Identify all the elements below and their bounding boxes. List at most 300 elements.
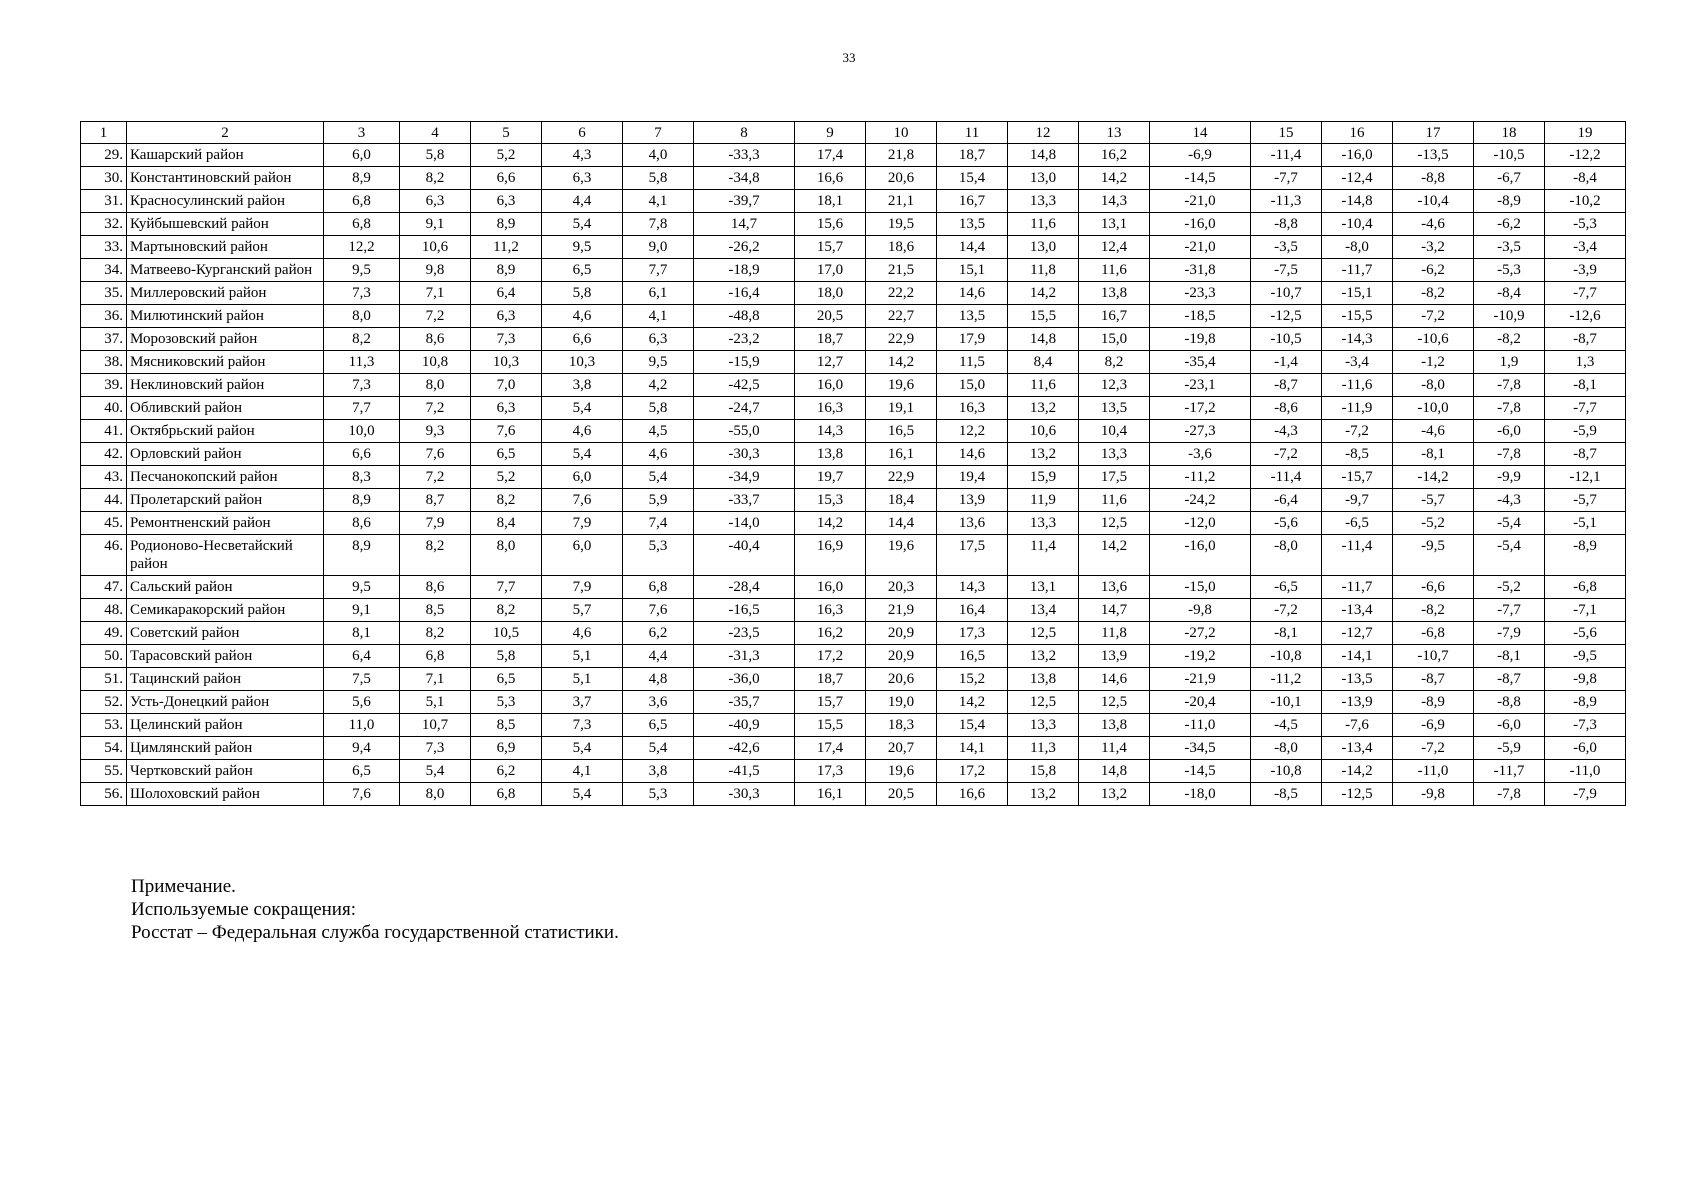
value-cell: -7,3 [1545,714,1626,737]
value-cell: 15,2 [937,668,1008,691]
value-cell: 10,7 [400,714,471,737]
value-cell: -14,3 [1322,328,1393,351]
value-cell: 9,5 [542,236,623,259]
value-cell: -8,5 [1251,783,1322,806]
value-cell: -3,9 [1545,259,1626,282]
value-cell: 13,1 [1079,213,1150,236]
value-cell: -6,0 [1474,420,1545,443]
value-cell: 14,2 [866,351,937,374]
value-cell: 7,3 [471,328,542,351]
value-cell: 5,6 [324,691,400,714]
value-cell: 7,7 [324,397,400,420]
value-cell: 9,4 [324,737,400,760]
value-cell: -30,3 [694,443,795,466]
value-cell: -5,9 [1474,737,1545,760]
value-cell: 17,3 [937,622,1008,645]
value-cell: 9,0 [623,236,694,259]
value-cell: -8,4 [1474,282,1545,305]
value-cell: 13,9 [937,489,1008,512]
value-cell: -11,4 [1251,466,1322,489]
value-cell: 8,5 [400,599,471,622]
value-cell: -9,8 [1150,599,1251,622]
table-row [81,443,1626,466]
value-cell: -4,6 [1393,420,1474,443]
value-cell: 7,7 [623,259,694,282]
value-cell: -24,2 [1150,489,1251,512]
district-name: Усть-Донецкий район [127,691,324,714]
value-cell: 12,4 [1079,236,1150,259]
value-cell: 7,5 [324,668,400,691]
column-header: 18 [1474,122,1545,144]
value-cell: 11,2 [471,236,542,259]
value-cell: 16,7 [937,190,1008,213]
value-cell: -7,2 [1322,420,1393,443]
row-number: 54. [81,737,127,760]
value-cell: 14,3 [1079,190,1150,213]
district-name: Тацинский район [127,668,324,691]
table-row [81,236,1626,259]
value-cell: -8,9 [1545,691,1626,714]
value-cell: -34,9 [694,466,795,489]
value-cell: -34,5 [1150,737,1251,760]
value-cell: -5,7 [1545,489,1626,512]
row-number: 36. [81,305,127,328]
value-cell: 20,3 [866,576,937,599]
value-cell: -16,4 [694,282,795,305]
column-header: 14 [1150,122,1251,144]
value-cell: 9,5 [623,351,694,374]
value-cell: 20,9 [866,645,937,668]
value-cell: 11,6 [1079,489,1150,512]
value-cell: 13,3 [1079,443,1150,466]
value-cell: 12,2 [324,236,400,259]
value-cell: -8,2 [1393,599,1474,622]
value-cell: -14,2 [1322,760,1393,783]
value-cell: 13,5 [937,213,1008,236]
column-header: 15 [1251,122,1322,144]
value-cell: 5,4 [542,443,623,466]
column-header: 3 [324,122,400,144]
value-cell: -15,7 [1322,466,1393,489]
value-cell: 17,4 [795,144,866,167]
value-cell: 6,3 [471,305,542,328]
district-name: Чертковский район [127,760,324,783]
value-cell: 6,6 [471,167,542,190]
value-cell: 4,1 [623,305,694,328]
value-cell: 8,9 [324,167,400,190]
column-header: 2 [127,122,324,144]
value-cell: 16,9 [795,535,866,576]
row-number: 34. [81,259,127,282]
value-cell: 4,0 [623,144,694,167]
value-cell: -3,2 [1393,236,1474,259]
table-row [81,512,1626,535]
value-cell: 13,3 [1008,714,1079,737]
value-cell: 22,9 [866,328,937,351]
value-cell: -10,5 [1474,144,1545,167]
value-cell: 16,5 [866,420,937,443]
table-row [81,760,1626,783]
value-cell: 13,3 [1008,512,1079,535]
row-number: 46. [81,535,127,576]
row-number: 32. [81,213,127,236]
table-row [81,397,1626,420]
value-cell: 6,4 [324,645,400,668]
row-number: 51. [81,668,127,691]
value-cell: 8,2 [400,167,471,190]
value-cell: -55,0 [694,420,795,443]
value-cell: 5,7 [542,599,623,622]
value-cell: 5,1 [400,691,471,714]
value-cell: -16,0 [1150,535,1251,576]
row-number: 43. [81,466,127,489]
value-cell: 13,2 [1008,645,1079,668]
value-cell: 5,4 [542,737,623,760]
value-cell: -6,9 [1393,714,1474,737]
value-cell: 6,5 [324,760,400,783]
value-cell: 13,3 [1008,190,1079,213]
district-name: Песчанокопский район [127,466,324,489]
value-cell: 6,5 [542,259,623,282]
value-cell: -14,5 [1150,760,1251,783]
value-cell: -20,4 [1150,691,1251,714]
value-cell: -7,2 [1393,305,1474,328]
value-cell: 18,7 [937,144,1008,167]
value-cell: 6,8 [400,645,471,668]
value-cell: -40,4 [694,535,795,576]
value-cell: 16,3 [795,599,866,622]
value-cell: 22,7 [866,305,937,328]
value-cell: 14,2 [1008,282,1079,305]
value-cell: -5,3 [1474,259,1545,282]
value-cell: -7,9 [1474,622,1545,645]
value-cell: -6,2 [1393,259,1474,282]
value-cell: -7,8 [1474,443,1545,466]
value-cell: 6,8 [623,576,694,599]
value-cell: 14,4 [866,512,937,535]
value-cell: 6,2 [623,622,694,645]
value-cell: 5,8 [542,282,623,305]
value-cell: 6,0 [542,466,623,489]
district-name: Семикаракорский район [127,599,324,622]
value-cell: -8,7 [1251,374,1322,397]
value-cell: 8,5 [471,714,542,737]
value-cell: 7,8 [623,213,694,236]
district-name: Миллеровский район [127,282,324,305]
column-header: 10 [866,122,937,144]
value-cell: -23,2 [694,328,795,351]
table-row [81,305,1626,328]
value-cell: 16,3 [937,397,1008,420]
value-cell: 7,9 [542,576,623,599]
value-cell: 14,2 [937,691,1008,714]
value-cell: -30,3 [694,783,795,806]
value-cell: -12,5 [1251,305,1322,328]
table-header-row [81,122,1626,144]
value-cell: 13,2 [1079,783,1150,806]
value-cell: 12,5 [1079,512,1150,535]
value-cell: 6,6 [542,328,623,351]
value-cell: 15,0 [937,374,1008,397]
table-row [81,167,1626,190]
value-cell: 13,6 [1079,576,1150,599]
page-number: 33 [842,50,856,65]
value-cell: -9,8 [1393,783,1474,806]
row-number: 35. [81,282,127,305]
value-cell: 8,9 [471,259,542,282]
data-table [80,121,1626,806]
value-cell: -7,6 [1322,714,1393,737]
value-cell: -5,2 [1393,512,1474,535]
value-cell: 10,8 [400,351,471,374]
value-cell: -7,2 [1251,599,1322,622]
value-cell: 8,7 [400,489,471,512]
value-cell: 19,6 [866,535,937,576]
value-cell: 18,3 [866,714,937,737]
value-cell: 11,3 [324,351,400,374]
table-row [81,351,1626,374]
value-cell: 17,5 [1079,466,1150,489]
value-cell: 10,6 [400,236,471,259]
value-cell: 5,4 [400,760,471,783]
value-cell: 18,6 [866,236,937,259]
value-cell: 6,3 [471,190,542,213]
value-cell: 16,1 [795,783,866,806]
value-cell: 7,9 [400,512,471,535]
value-cell: 15,0 [1079,328,1150,351]
value-cell: 6,5 [471,443,542,466]
value-cell: -11,4 [1251,144,1322,167]
value-cell: 6,3 [400,190,471,213]
value-cell: -27,3 [1150,420,1251,443]
value-cell: 13,4 [1008,599,1079,622]
value-cell: 6,3 [623,328,694,351]
value-cell: 6,8 [471,783,542,806]
value-cell: -21,9 [1150,668,1251,691]
column-header: 7 [623,122,694,144]
value-cell: -10,2 [1545,190,1626,213]
value-cell: -6,8 [1393,622,1474,645]
value-cell: -8,6 [1251,397,1322,420]
district-name: Милютинский район [127,305,324,328]
district-name: Морозовский район [127,328,324,351]
value-cell: -23,5 [694,622,795,645]
value-cell: -9,8 [1545,668,1626,691]
value-cell: -12,7 [1322,622,1393,645]
table-row [81,576,1626,599]
value-cell: -14,8 [1322,190,1393,213]
value-cell: -14,1 [1322,645,1393,668]
value-cell: -8,0 [1251,535,1322,576]
value-cell: -8,9 [1545,535,1626,576]
value-cell: -36,0 [694,668,795,691]
value-cell: 6,5 [623,714,694,737]
value-cell: 7,3 [324,282,400,305]
value-cell: 16,5 [937,645,1008,668]
value-cell: -5,6 [1545,622,1626,645]
value-cell: -10,9 [1474,305,1545,328]
value-cell: -14,0 [694,512,795,535]
district-name: Куйбышевский район [127,213,324,236]
value-cell: 7,1 [400,668,471,691]
table-row [81,599,1626,622]
value-cell: 17,9 [937,328,1008,351]
value-cell: 12,3 [1079,374,1150,397]
value-cell: 5,2 [471,144,542,167]
value-cell: -8,8 [1251,213,1322,236]
value-cell: -17,2 [1150,397,1251,420]
value-cell: 11,8 [1008,259,1079,282]
district-name: Матвеево-Курганский район [127,259,324,282]
value-cell: 14,8 [1008,144,1079,167]
value-cell: 11,6 [1008,213,1079,236]
value-cell: 8,2 [471,599,542,622]
value-cell: -6,6 [1393,576,1474,599]
value-cell: 16,2 [1079,144,1150,167]
district-name: Тарасовский район [127,645,324,668]
value-cell: 13,2 [1008,783,1079,806]
table-row [81,420,1626,443]
value-cell: 8,4 [1008,351,1079,374]
table-row [81,282,1626,305]
value-cell: 6,9 [471,737,542,760]
value-cell: 14,2 [795,512,866,535]
value-cell: -23,3 [1150,282,1251,305]
value-cell: -10,6 [1393,328,1474,351]
value-cell: 13,0 [1008,167,1079,190]
value-cell: -10,0 [1393,397,1474,420]
value-cell: 16,7 [1079,305,1150,328]
value-cell: -5,1 [1545,512,1626,535]
value-cell: -8,2 [1474,328,1545,351]
value-cell: 12,5 [1008,622,1079,645]
column-header: 1 [81,122,127,144]
value-cell: -11,7 [1474,760,1545,783]
value-cell: -11,0 [1545,760,1626,783]
value-cell: -7,7 [1545,282,1626,305]
value-cell: -15,5 [1322,305,1393,328]
value-cell: -7,8 [1474,397,1545,420]
value-cell: 9,8 [400,259,471,282]
value-cell: -8,8 [1474,691,1545,714]
value-cell: -5,6 [1251,512,1322,535]
value-cell: 11,5 [937,351,1008,374]
value-cell: -8,1 [1545,374,1626,397]
value-cell: 4,1 [542,760,623,783]
value-cell: 5,8 [623,397,694,420]
value-cell: 11,0 [324,714,400,737]
value-cell: -8,1 [1393,443,1474,466]
value-cell: 4,4 [623,645,694,668]
value-cell: 6,1 [623,282,694,305]
value-cell: 6,6 [324,443,400,466]
value-cell: -8,4 [1545,167,1626,190]
row-number: 29. [81,144,127,167]
value-cell: -12,0 [1150,512,1251,535]
value-cell: 5,4 [542,783,623,806]
district-name: Мартыновский район [127,236,324,259]
value-cell: 5,4 [623,737,694,760]
value-cell: -11,0 [1393,760,1474,783]
row-number: 47. [81,576,127,599]
value-cell: 17,4 [795,737,866,760]
value-cell: -13,4 [1322,737,1393,760]
value-cell: -3,4 [1545,236,1626,259]
value-cell: -3,5 [1474,236,1545,259]
district-name: Обливский район [127,397,324,420]
abbreviations-heading: Используемые сокращения: [131,899,356,920]
value-cell: 8,2 [324,328,400,351]
value-cell: 20,6 [866,167,937,190]
value-cell: -15,1 [1322,282,1393,305]
value-cell: 4,2 [623,374,694,397]
value-cell: 18,0 [795,282,866,305]
value-cell: -8,9 [1393,691,1474,714]
column-header: 11 [937,122,1008,144]
value-cell: -42,5 [694,374,795,397]
value-cell: 19,0 [866,691,937,714]
district-name: Сальский район [127,576,324,599]
value-cell: 6,3 [471,397,542,420]
value-cell: 11,9 [1008,489,1079,512]
value-cell: 14,4 [937,236,1008,259]
value-cell: -14,2 [1393,466,1474,489]
value-cell: -13,5 [1393,144,1474,167]
value-cell: -33,7 [694,489,795,512]
value-cell: 14,3 [795,420,866,443]
value-cell: 6,4 [471,282,542,305]
value-cell: 8,0 [324,305,400,328]
value-cell: 18,1 [795,190,866,213]
value-cell: -18,9 [694,259,795,282]
district-name: Константиновский район [127,167,324,190]
value-cell: -11,0 [1150,714,1251,737]
value-cell: -5,9 [1545,420,1626,443]
value-cell: -7,2 [1393,737,1474,760]
value-cell: 8,3 [324,466,400,489]
value-cell: -24,7 [694,397,795,420]
value-cell: 13,6 [937,512,1008,535]
value-cell: 18,7 [795,668,866,691]
value-cell: 21,1 [866,190,937,213]
value-cell: -1,4 [1251,351,1322,374]
value-cell: 6,0 [542,535,623,576]
value-cell: -7,2 [1251,443,1322,466]
value-cell: -3,4 [1322,351,1393,374]
value-cell: 7,6 [400,443,471,466]
value-cell: 16,6 [795,167,866,190]
value-cell: 13,5 [937,305,1008,328]
value-cell: 21,8 [866,144,937,167]
value-cell: -16,0 [1150,213,1251,236]
value-cell: 12,5 [1008,691,1079,714]
table-row [81,489,1626,512]
value-cell: -7,8 [1474,374,1545,397]
note-title: Примечание. [131,876,236,897]
value-cell: 20,5 [866,783,937,806]
value-cell: 7,9 [542,512,623,535]
value-cell: 5,4 [623,466,694,489]
value-cell: -10,8 [1251,645,1322,668]
value-cell: 12,7 [795,351,866,374]
value-cell: 5,8 [623,167,694,190]
value-cell: 12,2 [937,420,1008,443]
value-cell: 4,1 [623,190,694,213]
value-cell: 3,6 [623,691,694,714]
notes-block [131,875,619,944]
row-number: 53. [81,714,127,737]
value-cell: 8,6 [400,328,471,351]
